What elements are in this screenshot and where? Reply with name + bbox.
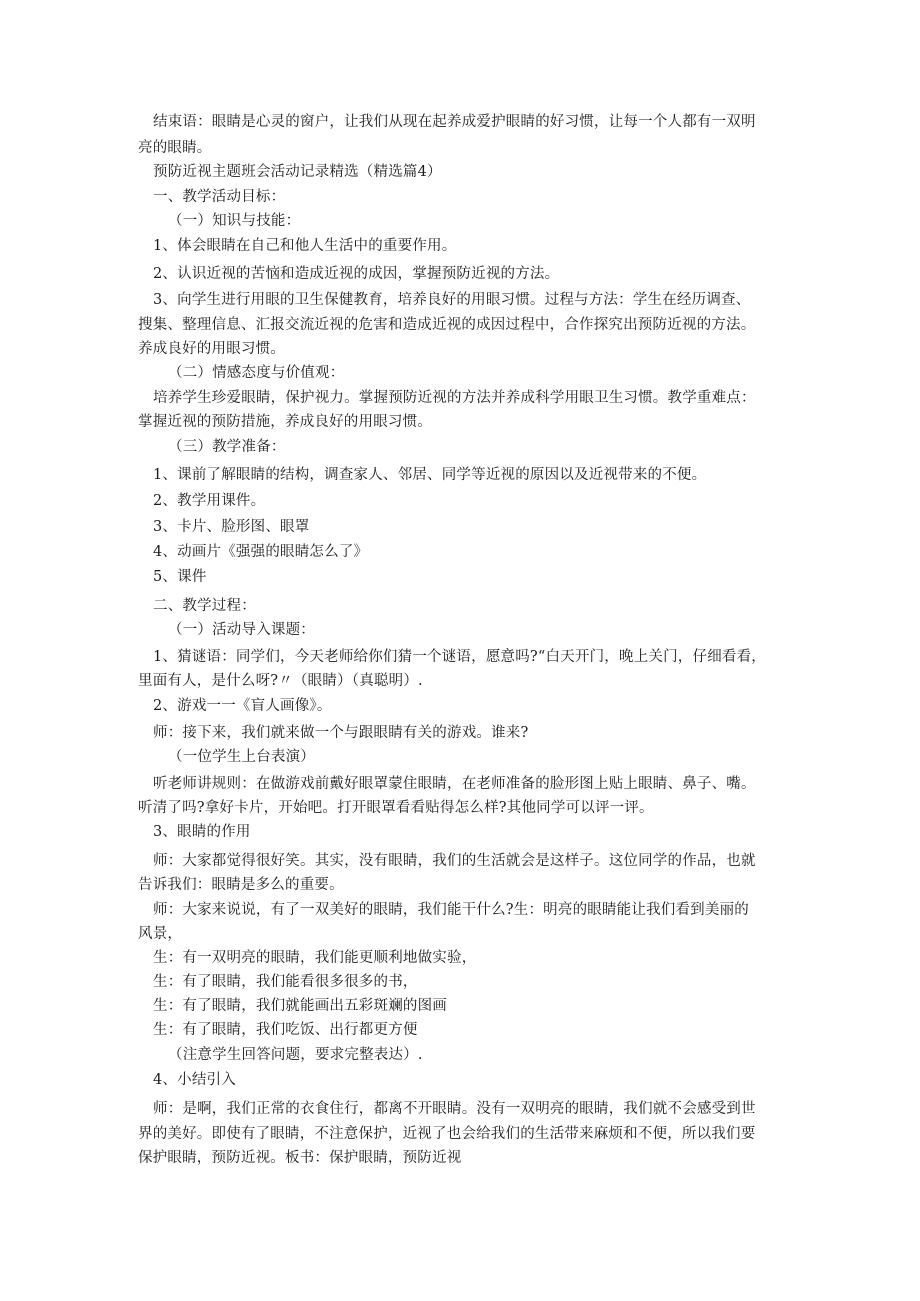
- game-title: 2、游戏一一《盲人画像》。: [153, 698, 332, 714]
- rules-line-2: 听清了吗?拿好卡片，开始吧。打开眼罩看看贴得怎么样?其他同学可以评一评。: [138, 800, 654, 816]
- objective-item-1: 1、体会眼睛在自己和他人生活中的重要作用。: [153, 238, 457, 254]
- preparation-item-1: 1、课前了解眼睛的结构，调查家人、邻居、同学等近视的原因以及近视带来的不便。: [153, 467, 707, 483]
- student-answer-3: 生：有了眼睛，我们就能画出五彩斑斓的图画: [153, 998, 447, 1014]
- closing-remark-line-2: 亮的眼睛。: [138, 140, 212, 156]
- objective-item-3-line-2: 搜集、整理信息、汇报交流近视的危害和造成近视的成因过程中，合作探究出预防近视的方法。: [138, 317, 756, 333]
- preparation-item-3: 3、卡片、脸形图、眼罩: [153, 519, 310, 535]
- summary-para-line-1: 师：是啊，我们正常的衣食住行，都离不开眼睛。没有一双明亮的眼睛，我们就不会感受到世: [153, 1101, 756, 1117]
- attitudes-para-line-1: 培养学生珍爱眼睛，保护视力。掌握预防近视的方法并养成科学用眼卫生习惯。教学重难点：: [153, 390, 756, 406]
- teacher-para-1-line-1: 师：大家都觉得很好笑。其实，没有眼睛，我们的生活就会是这样子。这位同学的作品，也就: [153, 853, 756, 869]
- student-answer-4: 生：有了眼睛，我们吃饭、出行都更方便: [153, 1022, 418, 1038]
- eye-function-heading: 3、眼睛的作用: [153, 824, 251, 840]
- attitudes-para-line-2: 掌握近视的预防措施，养成良好的用眼习惯。: [138, 414, 432, 430]
- objective-item-3-line-1: 3、向学生进行用眼的卫生保健教育，培养良好的用眼习惯。过程与方法：学生在经历调查、: [153, 292, 751, 308]
- subheading-attitudes-values: （二）情感态度与价值观：: [168, 365, 345, 381]
- preparation-item-2: 2、教学用课件。: [153, 493, 266, 509]
- heading-objectives: 一、教学活动目标：: [153, 189, 286, 205]
- summary-para-line-3: 保护眼睛，预防近视。板书：保护眼睛，预防近视: [138, 1150, 462, 1166]
- teacher-para-2-line-1: 师：大家来说说，有了一双美好的眼睛，我们能干什么?生：明亮的眼睛能让我们看到美丽的: [153, 902, 749, 918]
- teacher-para-1-line-2: 告诉我们：眼睛是多么的重要。: [138, 877, 344, 893]
- riddle-line-2: 里面有人，是什么呀?〃（眼睛）（真聪明）.: [138, 673, 423, 689]
- student-answer-2: 生：有了眼睛，我们能看很多很多的书，: [153, 974, 418, 990]
- summary-heading: 4、小结引入: [153, 1072, 236, 1088]
- objective-item-2: 2、认识近视的苦恼和造成近视的成因，掌握预防近视的方法。: [153, 266, 560, 282]
- rules-line-1: 听老师讲规则：在做游戏前戴好眼罩蒙住眼睛，在老师准备的脸形图上贴上眼睛、鼻子、嘴。: [153, 776, 756, 792]
- summary-para-line-2: 界的美好。即使有了眼睛，不注意保护，近视了也会给我们的生活带来麻烦和不便，所以我们要: [138, 1126, 756, 1142]
- teacher-para-2-line-2: 风景，: [138, 926, 183, 942]
- subheading-preparation: （三）教学准备：: [168, 439, 286, 455]
- section-title: 预防近视主题班会活动记录精选（精选篇4）: [153, 164, 442, 180]
- student-performs-note: （一位学生上台表演）: [168, 749, 315, 765]
- teacher-line-game: 师：接下来，我们就来做一个与跟眼睛有关的游戏。谁来?: [153, 725, 529, 741]
- riddle-line-1: 1、猜谜语：同学们，今天老师给你们猜一个谜语，愿意吗?“白天开门，晚上关门，仔细看看，: [153, 649, 767, 665]
- subheading-activity-intro: （一）活动导入课题：: [168, 622, 315, 638]
- heading-teaching-process: 二、教学过程：: [153, 598, 256, 614]
- preparation-item-4: 4、动画片《强强的眼睛怎么了》: [153, 544, 369, 560]
- preparation-item-5: 5、课件: [153, 569, 207, 585]
- student-answer-1: 生：有一双明亮的眼睛，我们能更顺利地做实验，: [153, 950, 477, 966]
- answer-note: （注意学生回答问题，要求完整表达）.: [168, 1047, 423, 1063]
- closing-remark-line-1: 结束语：眼睛是心灵的窗户，让我们从现在起养成爱护眼睛的好习惯，让每一个人都有一双明: [153, 114, 756, 130]
- subheading-knowledge-skills: （一）知识与技能：: [168, 213, 301, 229]
- objective-item-3-line-3: 养成良好的用眼习惯。: [138, 341, 285, 357]
